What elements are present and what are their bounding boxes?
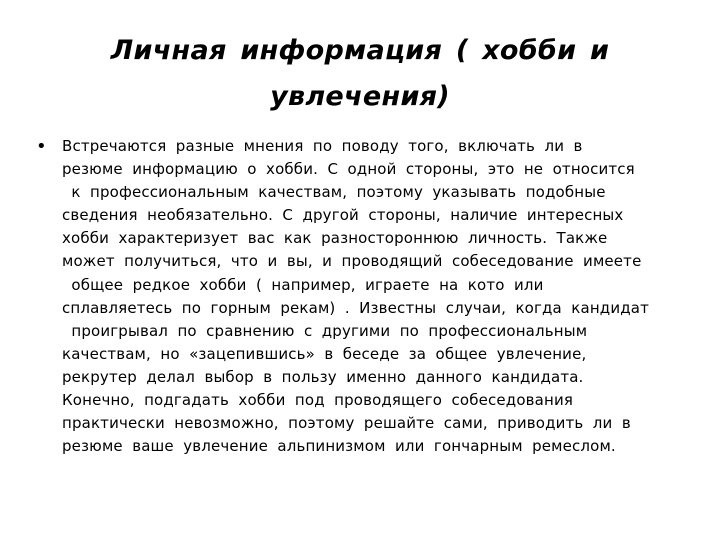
body-line: сведения необязательно. С другой стороны, наличие интересных (62, 206, 624, 225)
body-line: Встречаются разные мнения по поводу того, включать ли в (62, 137, 583, 155)
body-line: может получиться, что и вы, и проводящий собеседование имеете (62, 252, 642, 271)
bullet-icon: • (36, 136, 47, 157)
bullet-text (62, 135, 686, 458)
body-line: Конечно, подгадать хобби под проводящего собеседования (62, 391, 574, 410)
body-line: проигрывал по сравнению с другими по профессиональным (62, 321, 588, 340)
body-line: резюме ваше увлечение альпинизмом или гончарным ремеслом. (62, 437, 616, 456)
bullet-item (36, 135, 686, 458)
body-line: рекрутер делал выбор в пользу именно данного кандидата. (62, 367, 584, 386)
slide-title (60, 28, 660, 120)
body-line: сплавляетесь по горным рекам) . Известны случаи, когда кандидат (62, 298, 649, 317)
body-line: общее редкое хобби ( например, играете на кото или (62, 275, 544, 294)
body-line: качествам, но «зацепившись» в беседе за общее увлечение, (62, 344, 587, 363)
slide-title-line-2: увлечения) (270, 81, 450, 112)
slide-title-line-1: Личная информация ( хобби и (110, 35, 610, 66)
body-line: резюме информацию о хобби. С одной стороны, это не относится (62, 160, 635, 179)
body-line: к профессиональным качествам, поэтому указывать подобные (62, 183, 606, 202)
body-line: практически невозможно, поэтому решайте сами, приводить ли в (62, 414, 631, 433)
body-line: хобби характеризует вас как разностороннюю личность. Также (62, 229, 608, 248)
